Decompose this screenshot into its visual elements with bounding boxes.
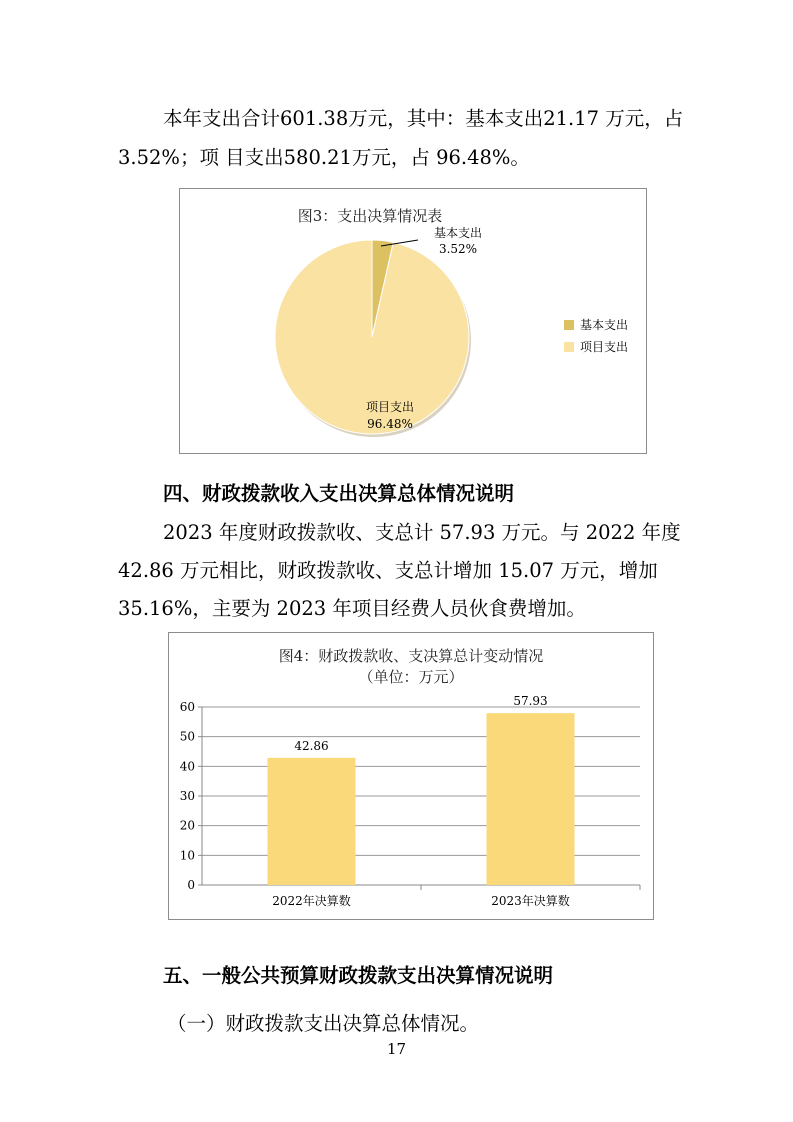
paragraph-line: 35.16%，主要为 2023 年项目经费人员伙食费增加。	[118, 597, 586, 620]
section-heading: 五、一般公共预算财政拨款支出决算情况说明	[163, 964, 554, 987]
bar-2023年决算数	[487, 713, 575, 885]
pie-chart-title: 图3：支出决算情况表	[297, 207, 443, 225]
paragraph-line: 2023 年度财政拨款收、支总计 57.93 万元。与 2022 年度	[163, 521, 681, 544]
slice-label-name: 基本支出	[433, 226, 483, 240]
legend-swatch	[564, 342, 574, 352]
legend-swatch	[564, 320, 574, 330]
page-number: 17	[386, 1040, 407, 1058]
y-tick-label: 30	[179, 789, 195, 803]
y-tick-label: 40	[179, 759, 195, 774]
paragraph-line: 本年支出合计601.38万元，其中：基本支出21.17 万元，占	[163, 107, 684, 130]
slice-label-name: 项目支出	[365, 400, 415, 414]
paragraph-line: 3.52%；项 目支出580.21万元，占 96.48%。	[118, 146, 530, 169]
bar-chart-title: 图4：财政拨款收、支决算总计变动情况	[278, 647, 544, 665]
subsection-heading: （一）财政拨款支出决算总体情况。	[167, 1012, 480, 1035]
x-category-label: 2022年决算数	[272, 894, 351, 908]
y-tick-label: 50	[179, 729, 195, 744]
bar-chart-subtitle: （单位：万元）	[358, 668, 464, 686]
y-tick-label: 60	[179, 700, 195, 714]
y-tick-label: 20	[179, 818, 195, 833]
x-category-label: 2023年决算数	[491, 894, 570, 908]
legend-item: 项目支出	[580, 340, 629, 354]
paragraph-line: 42.86 万元相比，财政拨款收、支总计增加 15.07 万元，增加	[118, 559, 658, 582]
y-tick-label: 0	[187, 878, 195, 892]
bar-chart	[169, 633, 653, 919]
pie-chart	[180, 189, 646, 453]
legend-item: 基本支出	[580, 318, 629, 332]
section-heading: 四、财政拨款收入支出决算总体情况说明	[163, 482, 515, 505]
bar-chart-frame	[168, 632, 654, 920]
pie-chart-frame	[179, 188, 647, 454]
bar-2022年决算数	[268, 758, 356, 885]
slice-label-value: 96.48%	[367, 417, 413, 431]
slice-label-value: 3.52%	[438, 242, 478, 256]
bar-data-label: 42.86	[294, 738, 329, 753]
y-tick-label: 10	[179, 848, 195, 863]
bar-data-label: 57.93	[513, 694, 548, 709]
